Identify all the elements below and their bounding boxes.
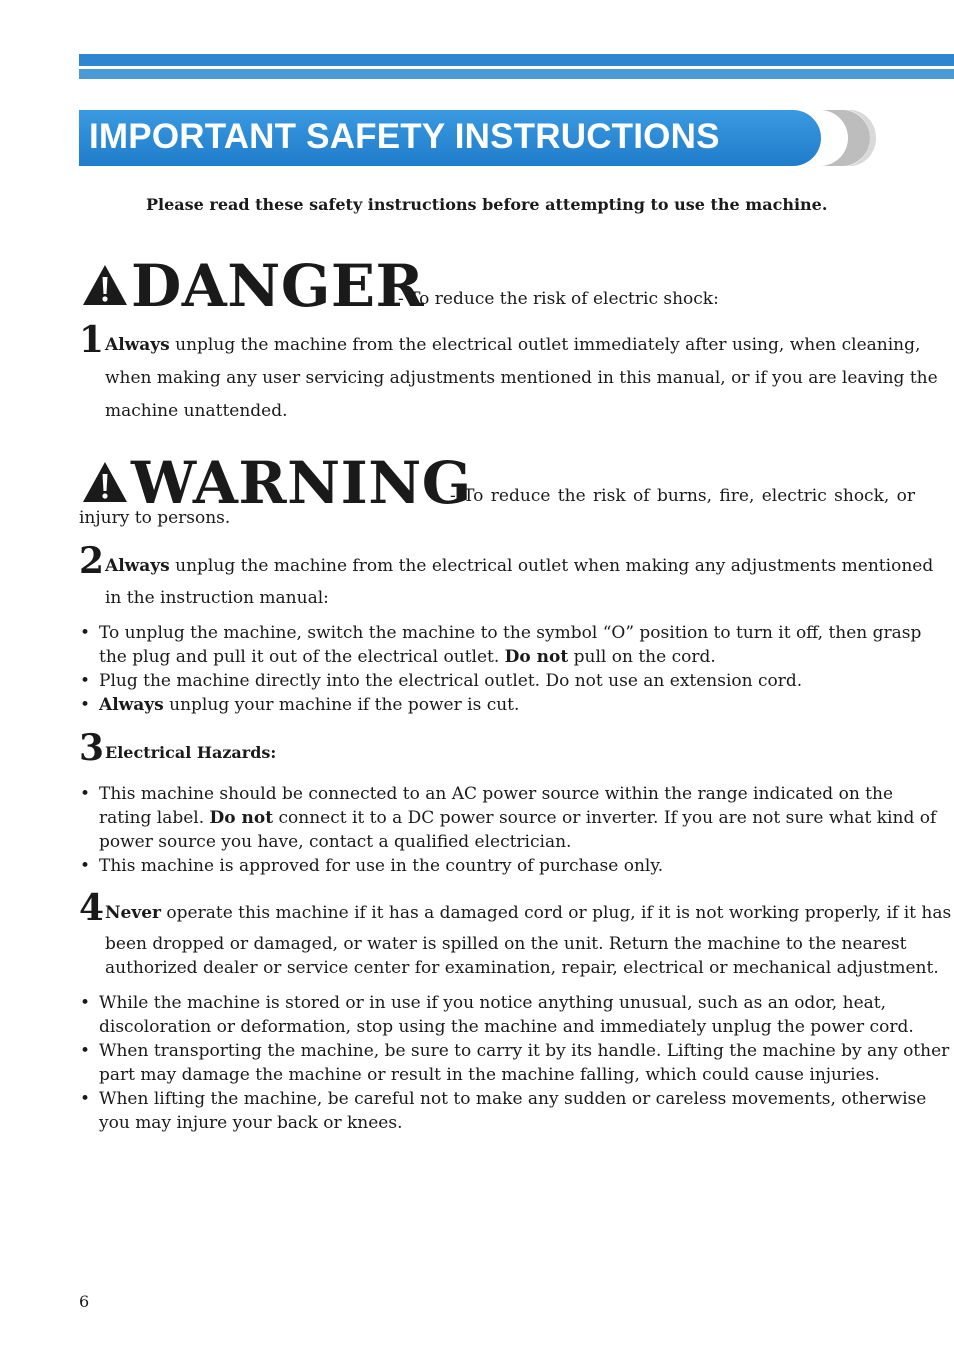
- item3-bullet1-line3: power source you have, contact a qualified electrician.: [99, 832, 572, 852]
- header-stripe-bottom: [79, 69, 954, 79]
- warning-subtitle-continued: injury to persons.: [79, 508, 231, 528]
- item4-bold: Never: [105, 903, 162, 923]
- item4-text1: operate this machine if it has a damaged cord or plug, if it is not working properly, if it has: [161, 903, 952, 923]
- bold-span: Always: [99, 695, 164, 715]
- item4-bullet3-line2: you may injure your back or knees.: [99, 1113, 403, 1133]
- text-span: the plug and pull it out of the electrical outlet.: [99, 647, 505, 667]
- item2-bold: Always: [105, 556, 170, 576]
- bullet-marker: •: [80, 784, 91, 804]
- item3-bullet2-line1: This machine is approved for use in the country of purchase only.: [99, 856, 664, 876]
- item2-line1: [105, 556, 933, 576]
- warning-triangle-icon: [81, 460, 129, 504]
- bold-span: Do not: [209, 808, 274, 828]
- danger-subtitle: - To reduce the risk of electric shock:: [398, 289, 719, 309]
- item2-bullet2-line1: Plug the machine directly into the electrical outlet. Do not use an extension cord.: [99, 671, 803, 691]
- warning-heading: WARNING: [131, 449, 472, 517]
- bullet-marker: •: [80, 1041, 91, 1061]
- item4-bullet1-line1: While the machine is stored or in use if you notice anything unusual, such as an odor, heat,: [99, 993, 886, 1013]
- item2-line2: in the instruction manual:: [105, 588, 329, 608]
- danger-heading: DANGER: [131, 252, 425, 320]
- item1-text1: unplug the machine from the electrical outlet immediately after using, when cleaning,: [169, 335, 921, 355]
- bullet-marker: •: [80, 671, 91, 691]
- item2-bullet1-line1: To unplug the machine, switch the machine to the symbol “O” position to turn it off, then grasp: [99, 623, 922, 643]
- item-number-4: 4: [79, 887, 105, 929]
- bullet-marker: •: [80, 856, 91, 876]
- item2-text1: unplug the machine from the electrical outlet when making any adjustments mentioned: [169, 556, 934, 576]
- item-number-3: 3: [79, 727, 105, 769]
- bullet-marker: •: [80, 1089, 91, 1109]
- item4-bullet3-line1: When lifting the machine, be careful not to make any sudden or careless movements, otherwise: [99, 1089, 927, 1109]
- item1-line3: machine unattended.: [105, 401, 288, 421]
- text-span: pull on the cord.: [568, 647, 716, 667]
- item3-bullet1-line2: [99, 808, 936, 828]
- item1-bold: Always: [105, 335, 170, 355]
- text-span: rating label.: [99, 808, 210, 828]
- item-number-2: 2: [79, 540, 105, 582]
- item4-bullet2-line1: When transporting the machine, be sure to carry it by its handle. Lifting the machine by any other: [99, 1041, 950, 1061]
- bullet-marker: •: [80, 695, 91, 715]
- danger-warning-triangle-icon: [81, 263, 129, 307]
- page-number: 6: [79, 1292, 90, 1311]
- page-title: IMPORTANT SAFETY INSTRUCTIONS: [89, 117, 720, 156]
- bullet-marker: •: [80, 993, 91, 1013]
- text-span: unplug your machine if the power is cut.: [163, 695, 520, 715]
- intro-text: Please read these safety instructions before attempting to use the machine.: [146, 195, 828, 214]
- item2-bullet3-line1: [99, 695, 519, 715]
- bold-span: Do not: [504, 647, 569, 667]
- item4-line2: been dropped or damaged, or water is spilled on the unit. Return the machine to the nearest: [105, 934, 907, 954]
- item1-line2: when making any user servicing adjustments mentioned in this manual, or if you are leaving the: [105, 368, 938, 388]
- item4-bullet2-line2: part may damage the machine or result in the machine falling, which could cause injuries.: [99, 1065, 880, 1085]
- bullet-marker: •: [80, 623, 91, 643]
- item3-title: Electrical Hazards:: [105, 743, 277, 762]
- item2-bullet1-line2: [99, 647, 716, 667]
- item4-line1: [105, 903, 951, 923]
- text-span: connect it to a DC power source or inverter. If you are not sure what kind of: [273, 808, 937, 828]
- item4-bullet1-line2: discoloration or deformation, stop using the machine and immediately unplug the power cord.: [99, 1017, 914, 1037]
- item3-bullet1-line1: This machine should be connected to an AC power source within the range indicated on the: [99, 784, 894, 804]
- item1-line1: [105, 335, 920, 355]
- item4-line3: authorized dealer or service center for examination, repair, electrical or mechanical adjustment.: [105, 958, 939, 978]
- item-number-1: 1: [79, 319, 105, 361]
- warning-subtitle: - To reduce the risk of burns, fire, electric shock, or: [450, 486, 916, 506]
- header-stripe-top: [79, 54, 954, 66]
